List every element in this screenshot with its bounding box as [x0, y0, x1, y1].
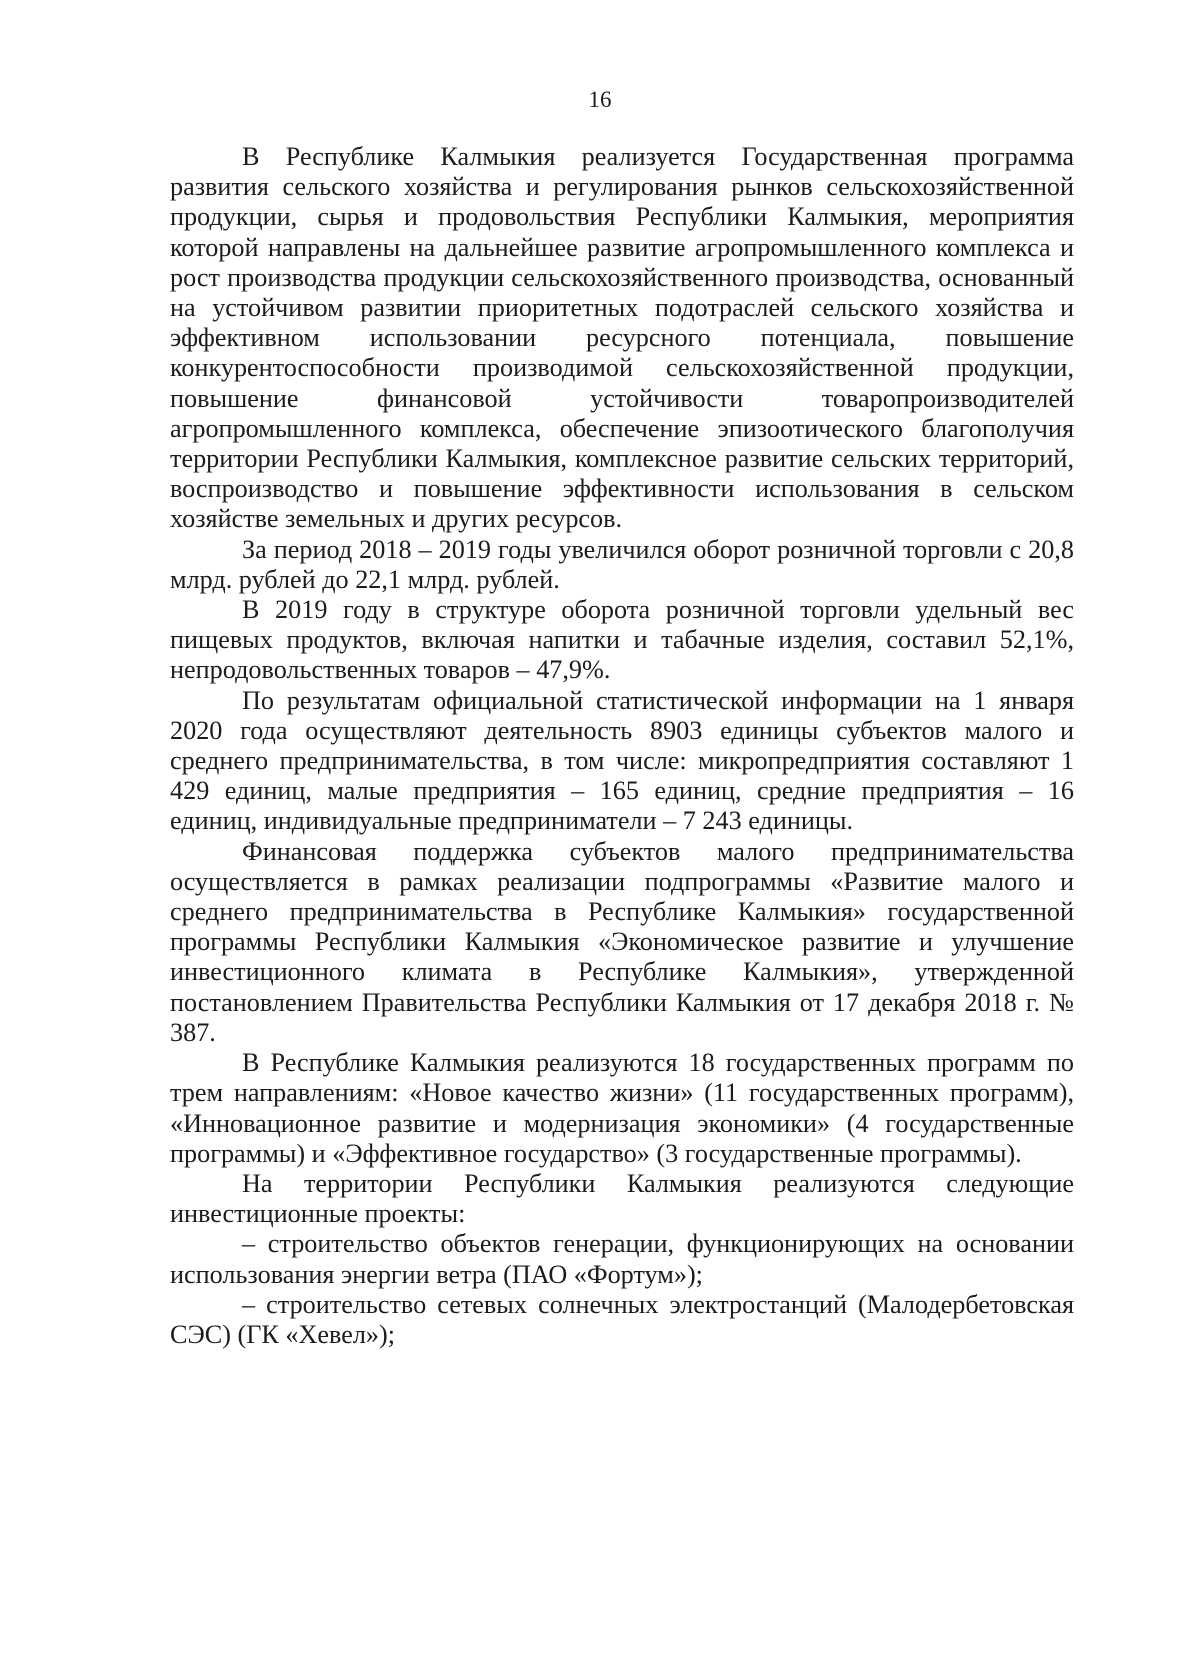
paragraph-state-programs: В Республике Калмыкия реализуются 18 государственных программ по трем направлениям: «Новое качество жизни» (11 государственных программ), «Инновационное развитие и модернизация экономики» (4 государственные программы) и «Эффективное государство» (3 государственные программы). [170, 1048, 1074, 1168]
document-body [170, 142, 1074, 1350]
paragraph-investment-projects-intro: На территории Республики Калмыкия реализуются следующие инвестиционные проекты: [170, 1168, 1074, 1229]
list-item: – строительство объектов генерации, функционирующих на основании использования энергии ветра (ПАО «Фортум»); [170, 1229, 1074, 1289]
page-number: 16 [588, 87, 612, 112]
paragraph-retail-structure: В 2019 году в структуре оборота розничной торговли удельный вес пищевых продуктов, включая напитки и табачные изделия, составил 52,1%, непродовольственных товаров – 47,9%. [170, 595, 1074, 685]
paragraph-financial-support: Финансовая поддержка субъектов малого предпринимательства осуществляется в рамках реализации подпрограммы «Развитие малого и среднего предпринимательства в Республике Калмыкия» государственной программы Республики Калмыкия «Экономическое развитие и улучшение инвестиционного климата в Республике Калмыкия», утвержденной постановлением Правительства Республики Калмыкия от 17 декабря 2018 г. № 387. [170, 836, 1074, 1047]
paragraph-retail-turnover: За период 2018 – 2019 годы увеличился оборот розничной торговли с 20,8 млрд. рублей до 22,1 млрд. рублей. [170, 534, 1074, 594]
paragraph-agriculture-program: В Республике Калмыкия реализуется Государственная программа развития сельского хозяйства и регулирования рынков сельскохозяйственной продукции, сырья и продовольствия Республики Калмыкия, мероприятия которой направлены на дальнейшее развитие агропромышленного комплекса и рост производства продукции сельскохозяйственного производства, основанный на устойчивом развитии приоритетных подотраслей сельского хозяйства и эффективном использовании ресурсного потенциала, повышение конкурентоспособности производимой сельскохозяйственной продукции, повышение финансовой устойчивости товаропроизводителей агропромышленного комплекса, обеспечение эпизоотического благополучия территории Республики Калмыкия, комплексное развитие сельских территорий, воспроизводство и повышение эффективности использования в сельском хозяйстве земельных и других ресурсов. [170, 142, 1074, 534]
paragraph-small-business-stats: По результатам официальной статистической информации на 1 января 2020 года осуществляют деятельность 8903 единицы субъектов малого и среднего предпринимательства, в том числе: микропредприятия составляют 1 429 единиц, малые предприятия – 165 единиц, средние предприятия – 16 единиц, индивидуальные предприниматели – 7 243 единицы. [170, 685, 1074, 836]
list-item: – строительство сетевых солнечных электростанций (Малодербетовская СЭС) (ГК «Хевел»); [170, 1289, 1074, 1349]
